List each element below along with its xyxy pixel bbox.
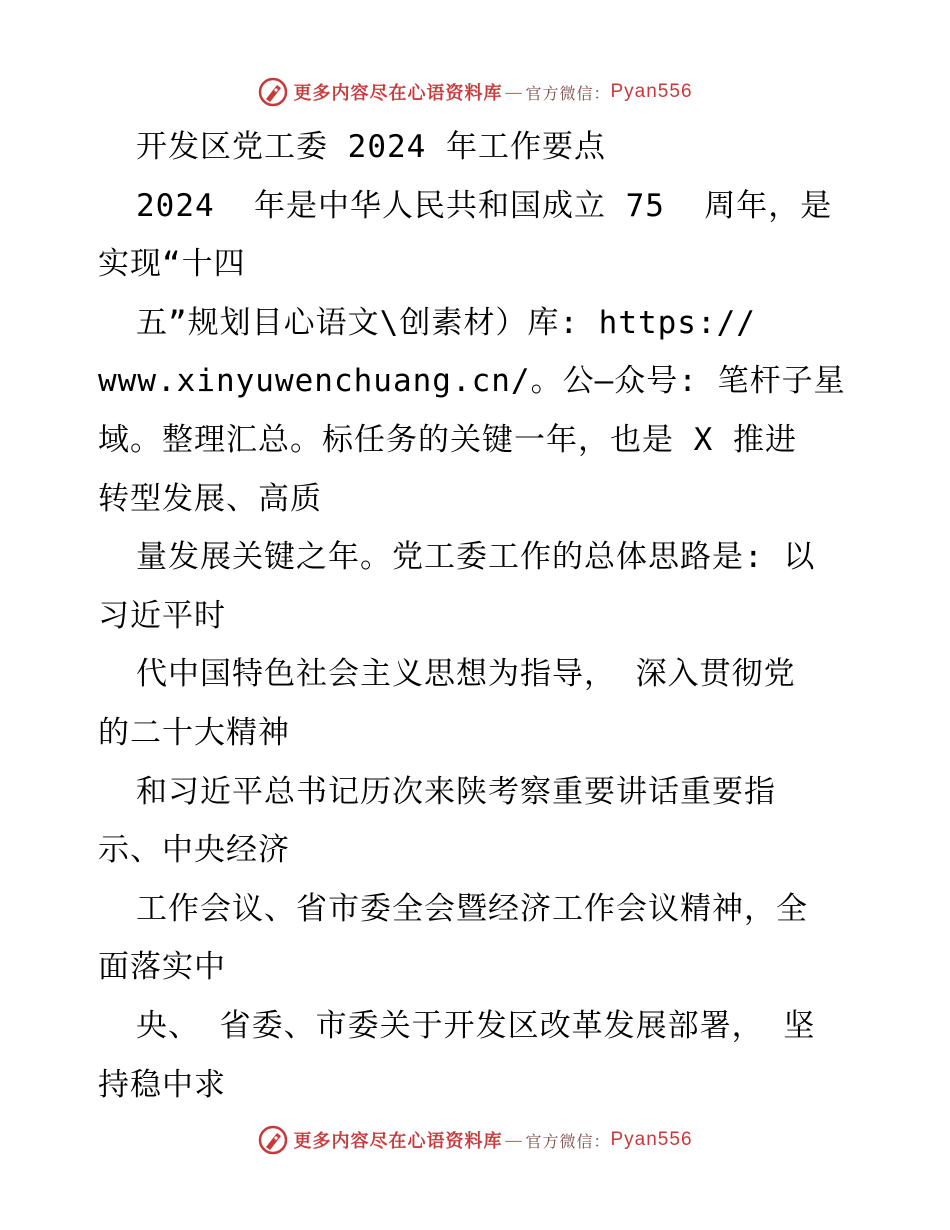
text-line: 的二十大精神: [98, 714, 290, 751]
footer-watermark: [0, 1122, 950, 1158]
watermark-wechat-id: Pyan556: [610, 81, 693, 102]
watermark-separator: —: [504, 1129, 524, 1151]
watermark-main-text: 更多内容尽在心语资料库: [293, 1131, 503, 1152]
text-line: 转型发展、高质: [98, 480, 322, 517]
text-line: 量发展关键之年。党工委工作的总体思路是: 以: [136, 539, 816, 576]
text-line: 五”规划目心语文\创素材）库: https://: [136, 304, 756, 341]
text-line: 习近平时: [98, 597, 226, 634]
pen-nib-circle-icon: [257, 1124, 289, 1156]
watermark-sub-text: 官方微信：: [525, 83, 611, 103]
text-line: 实现“十四: [98, 246, 246, 283]
text-line: 持稳中求: [98, 1066, 226, 1103]
document-body: [98, 118, 858, 1114]
text-line: 域。整理汇总。标任务的关键一年，也是 X 推进: [98, 421, 797, 458]
document-title: 开发区党工委 2024 年工作要点: [136, 129, 606, 165]
watermark-wechat-id: Pyan556: [610, 1129, 693, 1150]
text-line: 面落实中: [98, 949, 226, 986]
text-line: 工作会议、省市委全会暨经济工作会议精神，全: [136, 890, 808, 927]
header-watermark: [0, 74, 950, 110]
pen-nib-circle-icon: [257, 76, 289, 108]
watermark-main-text: 更多内容尽在心语资料库: [293, 83, 503, 104]
text-line: www.xinyuwenchuang.cn/。公—众号: 笔杆子星: [98, 363, 846, 400]
text-line: 2024 年是中华人民共和国成立 75 周年，是: [136, 187, 833, 224]
watermark-sub-text: 官方微信：: [525, 1131, 611, 1151]
text-line: 和习近平总书记历次来陕考察重要讲话重要指: [136, 773, 776, 810]
text-line: 代中国特色社会主义思想为指导， 深入贯彻党: [136, 656, 796, 693]
text-line: 示、中央经济: [98, 832, 290, 869]
watermark-separator: —: [504, 81, 524, 103]
text-line: 央、 省委、市委关于开发区改革发展部署， 坚: [136, 1007, 816, 1044]
